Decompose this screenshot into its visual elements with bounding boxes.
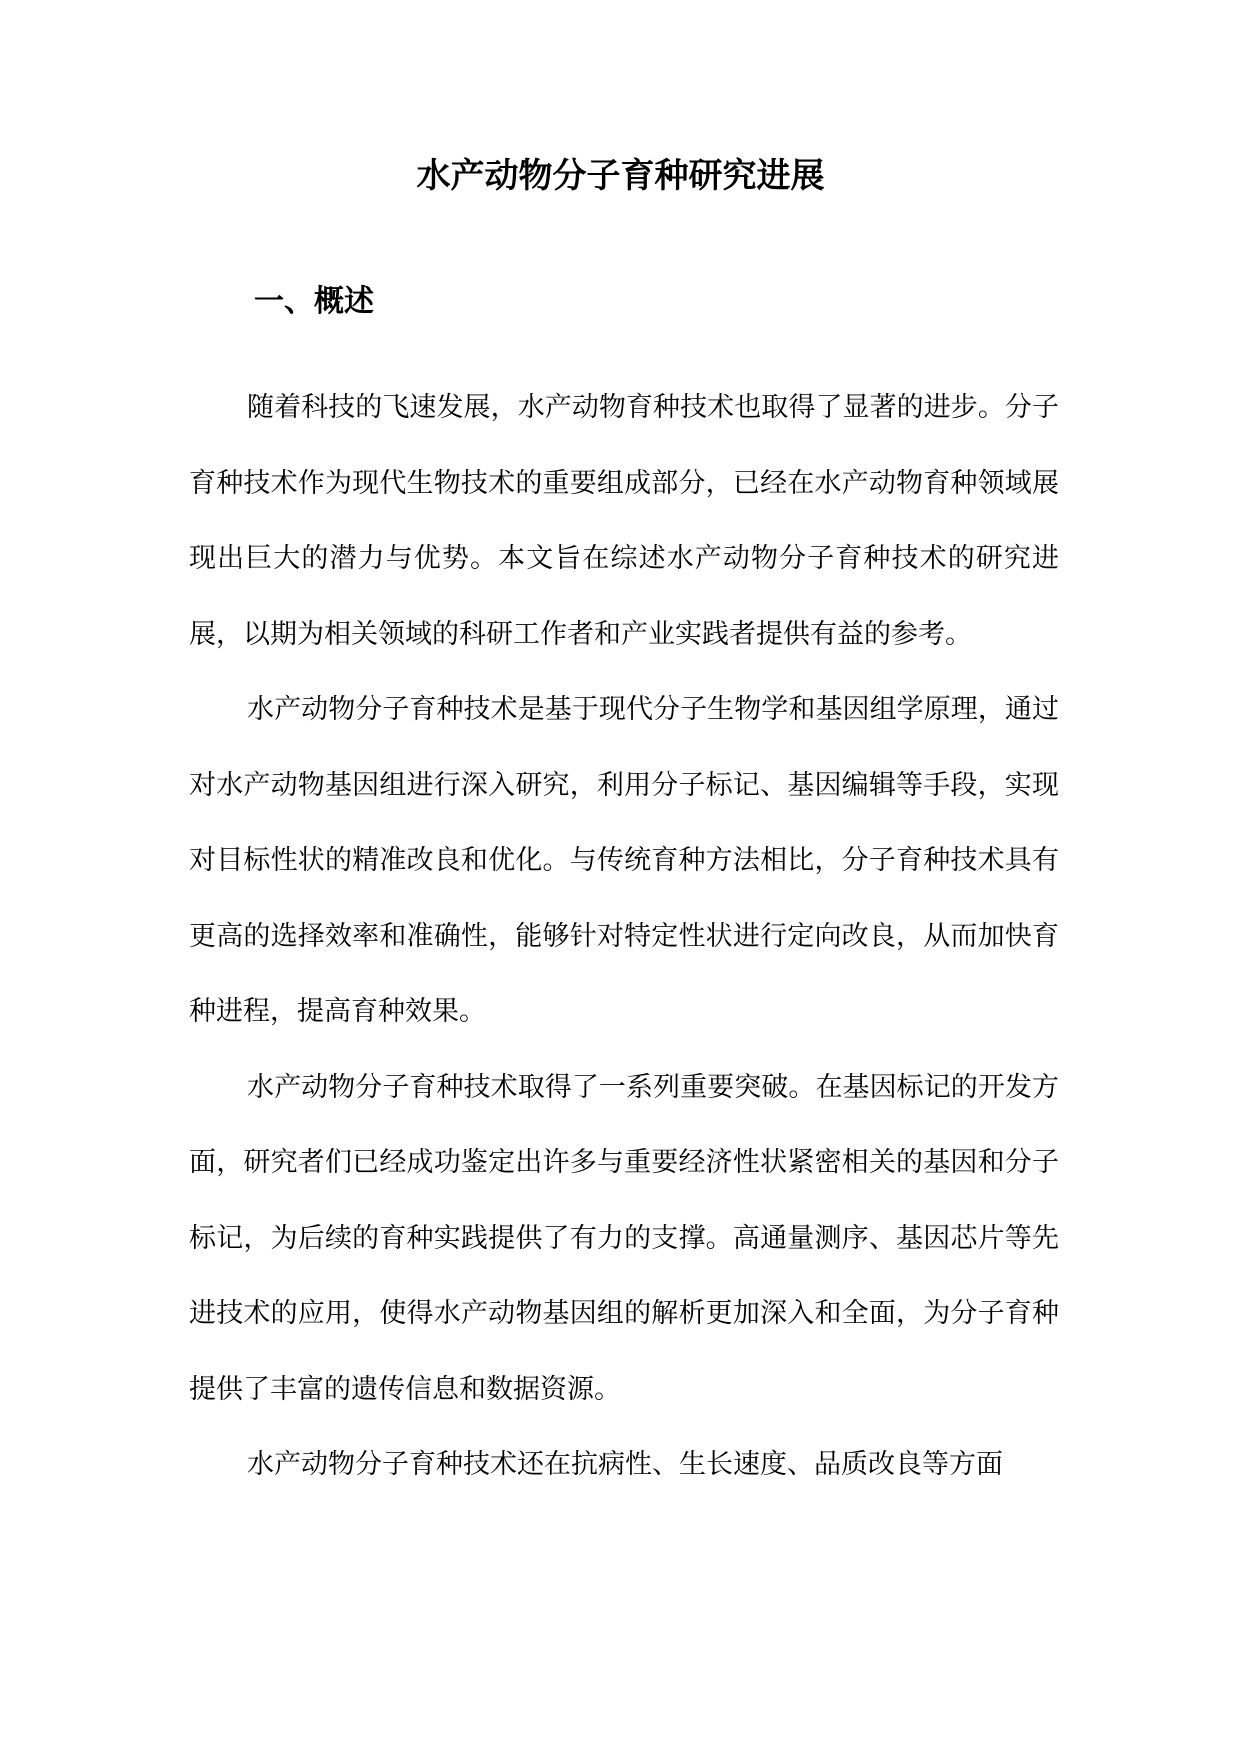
- paragraph: 水产动物分子育种技术是基于现代分子生物学和基因组学原理，通过对水产动物基因组进行深入研究，利用分子标记、基因编辑等手段，实现对目标性状的精准改良和优化。与传统育种方法相比，分子育种技术具有更高的选择效率和准确性，能够针对特定性状进行定向改良，从而加快育种进程，提高育种效果。: [189, 694, 1059, 1027]
- document-body: [189, 370, 1059, 1503]
- paragraph: 随着科技的飞速发展，水产动物育种技术也取得了显著的进步。分子育种技术作为现代生物技术的重要组成部分，已经在水产动物育种领域展现出巨大的潜力与优势。本文旨在综述水产动物分子育种技术的研究进展，以期为相关领域的科研工作者和产业实践者提供有益的参考。: [189, 392, 1059, 650]
- document-title: 水产动物分子育种研究进展: [416, 156, 825, 196]
- paragraph: 水产动物分子育种技术还在抗病性、生长速度、品质改良等方面: [247, 1449, 1003, 1480]
- paragraph: 水产动物分子育种技术取得了一系列重要突破。在基因标记的开发方面，研究者们已经成功鉴定出许多与重要经济性状紧密相关的基因和分子标记，为后续的育种实践提供了有力的支撑。高通量测序、基因芯片等先进技术的应用，使得水产动物基因组的解析更加深入和全面，为分子育种提供了丰富的遗传信息和数据资源。: [189, 1071, 1059, 1405]
- section-heading: 一、概述: [254, 284, 374, 319]
